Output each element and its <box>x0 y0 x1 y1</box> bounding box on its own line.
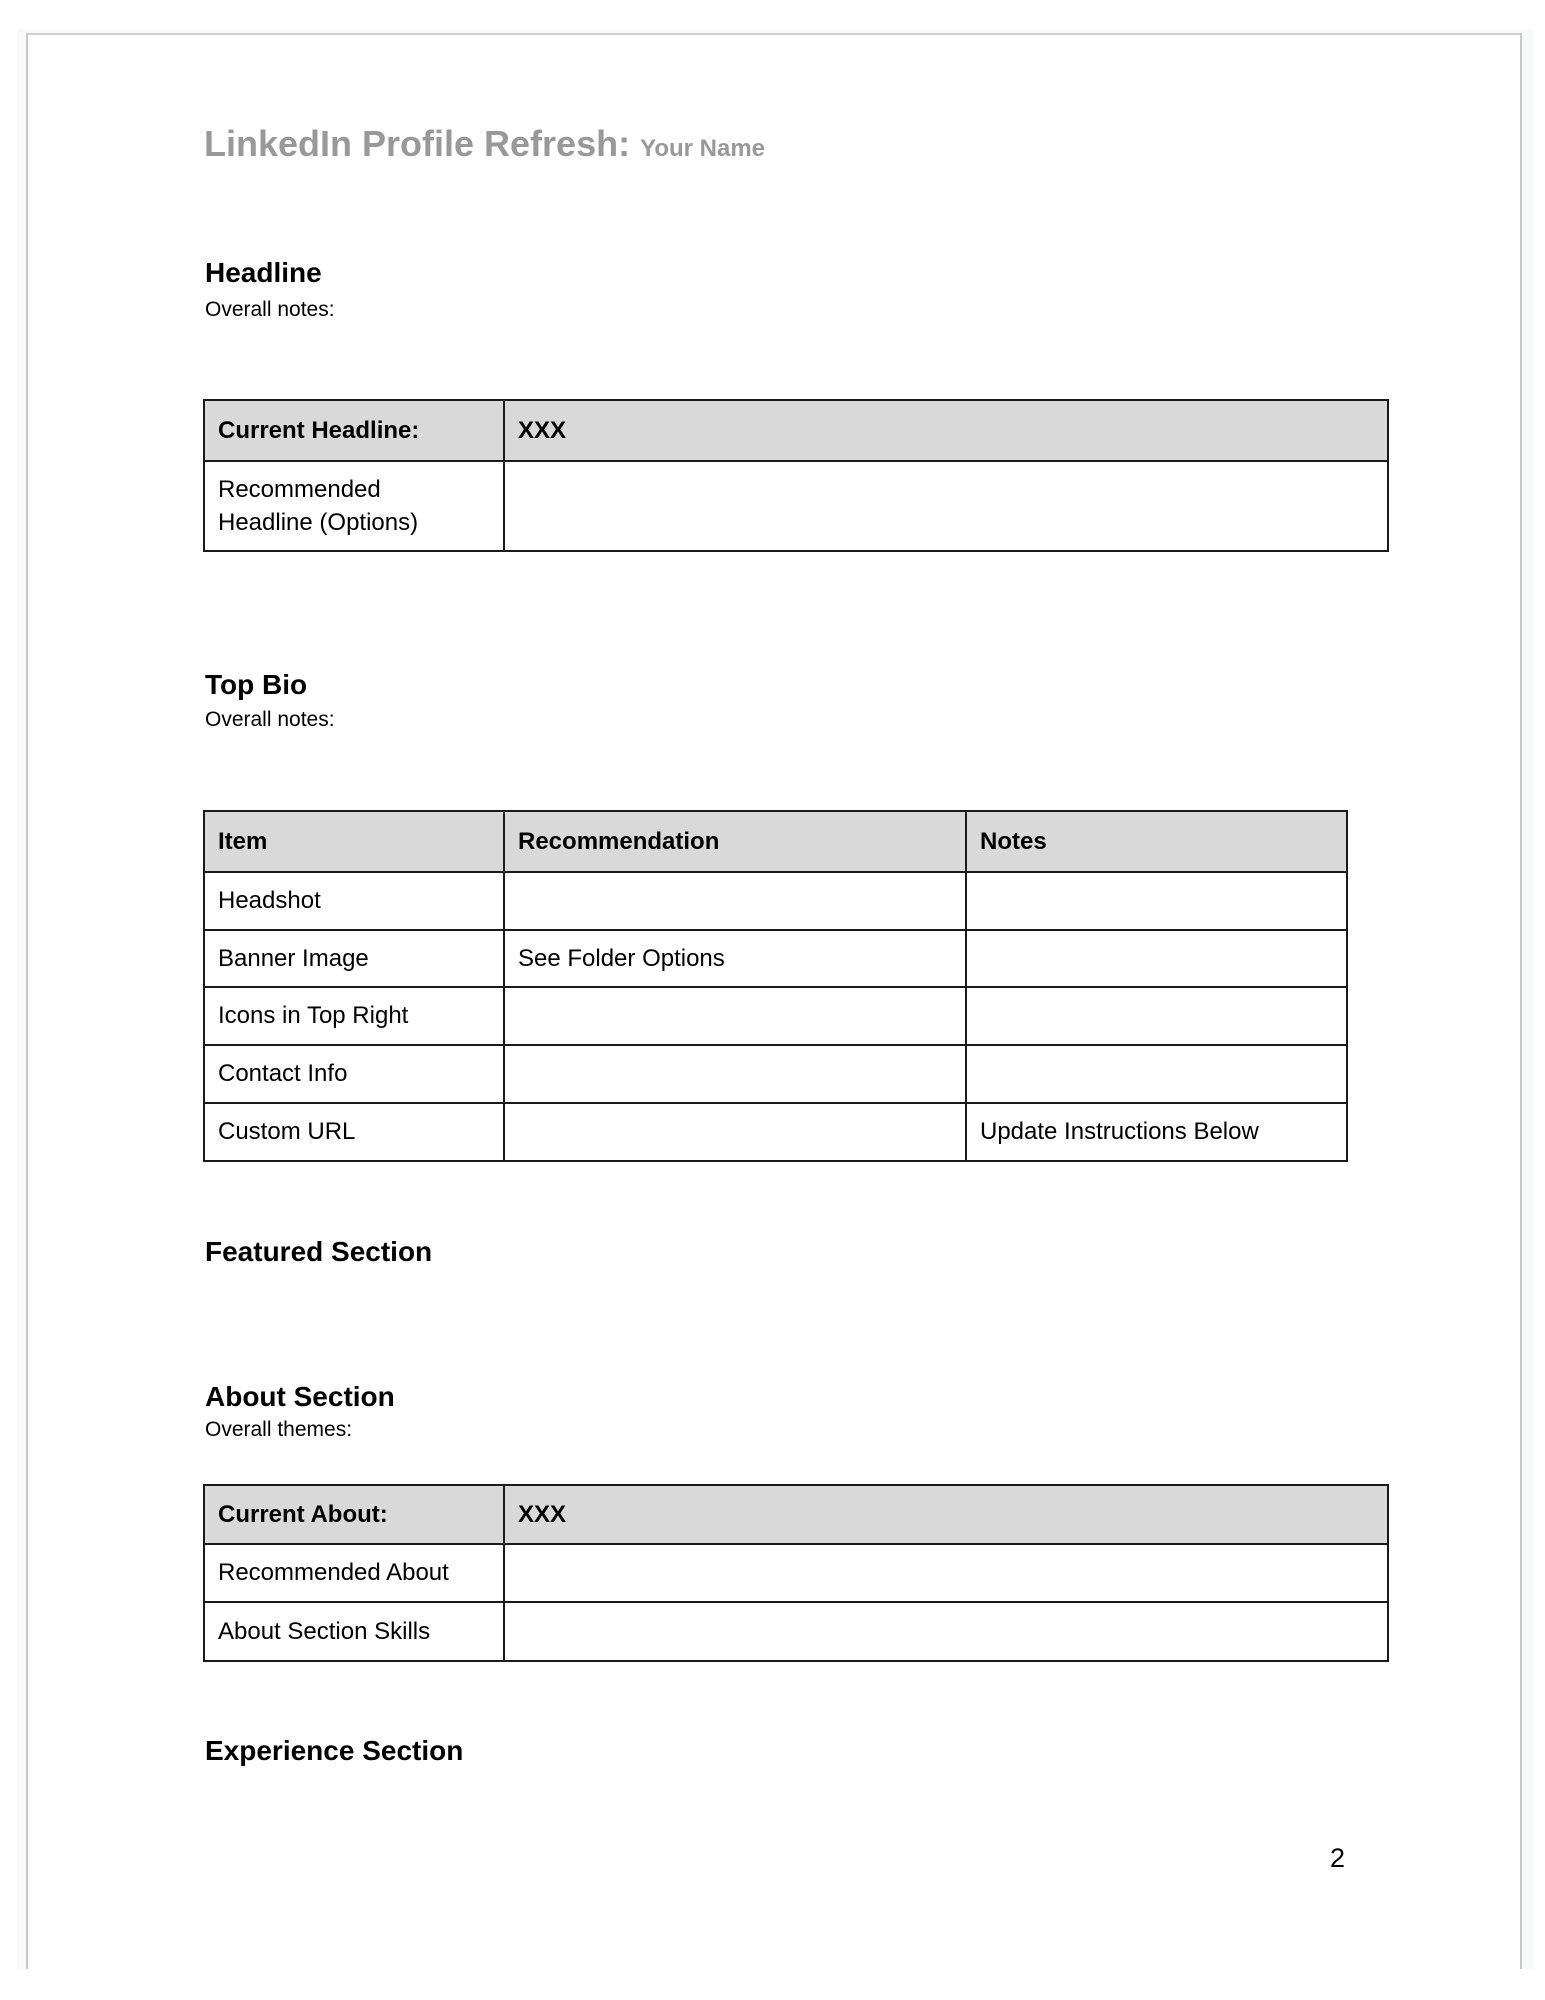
column-header-notes: Notes <box>966 811 1347 872</box>
recommended-about-value[interactable] <box>504 1544 1388 1602</box>
table-row <box>204 400 1388 461</box>
item-cell: Icons in Top Right <box>204 987 504 1045</box>
recommendation-cell[interactable]: See Folder Options <box>504 930 966 987</box>
recommendation-cell[interactable] <box>504 872 966 930</box>
table-row <box>204 1045 1347 1103</box>
recommendation-cell[interactable] <box>504 987 966 1045</box>
about-section-heading: About Section <box>205 1381 395 1412</box>
current-about-label: Current About: <box>204 1485 504 1544</box>
table-row <box>204 1544 1388 1602</box>
recommended-about-label: Recommended About <box>204 1544 504 1602</box>
item-cell: Contact Info <box>204 1045 504 1103</box>
notes-cell[interactable] <box>966 1045 1347 1103</box>
item-cell: Banner Image <box>204 930 504 987</box>
column-header-recommendation: Recommendation <box>504 811 966 872</box>
about-section-skills-label: About Section Skills <box>204 1602 504 1661</box>
experience-section-heading: Experience Section <box>205 1735 464 1766</box>
current-headline-value[interactable]: XXX <box>504 400 1388 461</box>
headline-overall-notes: Overall notes: <box>205 298 335 321</box>
item-cell: Custom URL <box>204 1103 504 1161</box>
headline-heading: Headline <box>205 257 322 288</box>
notes-cell[interactable] <box>966 930 1347 987</box>
document-title <box>204 124 765 169</box>
recommended-headline-value[interactable] <box>504 461 1388 551</box>
recommendation-cell[interactable] <box>504 1045 966 1103</box>
featured-section-heading: Featured Section <box>205 1236 433 1267</box>
table-row <box>204 930 1347 987</box>
top-bio-heading: Top Bio <box>205 669 308 700</box>
about-table <box>203 1484 1389 1662</box>
column-header-item: Item <box>204 811 504 872</box>
item-cell: Headshot <box>204 872 504 930</box>
table-row <box>204 1602 1388 1661</box>
headline-table <box>203 399 1389 552</box>
table-row <box>204 1103 1347 1161</box>
recommended-headline-label <box>204 461 504 551</box>
about-overall-themes: Overall themes: <box>205 1418 353 1441</box>
table-header-row <box>204 811 1347 872</box>
current-headline-label: Current Headline: <box>204 400 504 461</box>
about-section-skills-value[interactable] <box>504 1602 1388 1661</box>
page-number: 2 <box>1330 1843 1346 1873</box>
table-row <box>204 1485 1388 1544</box>
notes-cell[interactable]: Update Instructions Below <box>966 1103 1347 1161</box>
table-row <box>204 987 1347 1045</box>
notes-cell[interactable] <box>966 872 1347 930</box>
recommendation-cell[interactable] <box>504 1103 966 1161</box>
document-title-text: LinkedIn Profile Refresh: <box>204 123 631 164</box>
document-title-name: Your Name <box>640 135 766 162</box>
table-row <box>204 461 1388 551</box>
notes-cell[interactable] <box>966 987 1347 1045</box>
recommended-headline-label-text: Recommended Headline (Options) <box>218 476 419 536</box>
table-row <box>204 872 1347 930</box>
top-bio-overall-notes: Overall notes: <box>205 708 335 731</box>
current-about-value[interactable]: XXX <box>504 1485 1388 1544</box>
top-bio-table <box>203 810 1348 1162</box>
